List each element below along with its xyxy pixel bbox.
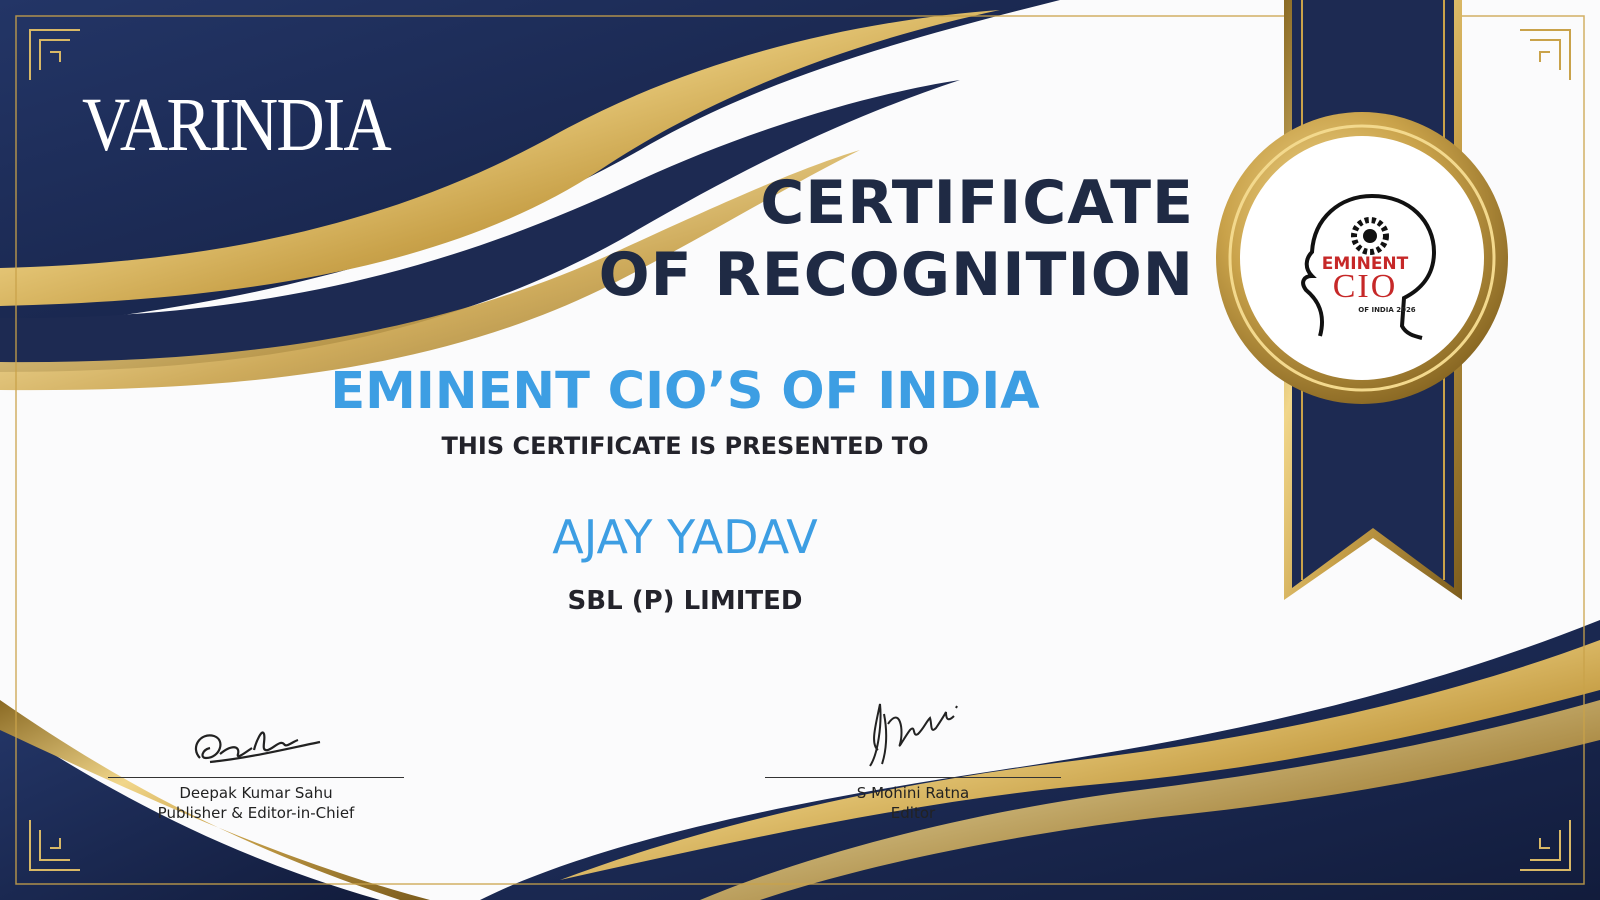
- signatory-role-1: Publisher & Editor-in-Chief: [157, 804, 355, 822]
- signature-deepak-icon: [180, 718, 340, 778]
- signatory-role-2: Editor: [890, 804, 936, 822]
- presented-to-label: THIS CERTIFICATE IS PRESENTED TO: [441, 432, 929, 460]
- seal-word-main: CIO: [1332, 268, 1398, 305]
- signatory-name-2: S Mohini Ratna: [856, 784, 970, 802]
- certificate-title-line1: CERTIFICATE: [760, 168, 1194, 238]
- seal-word-top: EMINENT: [1321, 254, 1409, 274]
- signature-line-2: [765, 777, 1061, 778]
- recipient-name: AJAY YADAV: [552, 510, 818, 564]
- signature-mohini-icon: [860, 694, 980, 774]
- brand-logo: VARINDIA: [82, 83, 390, 167]
- recipient-company: SBL (P) LIMITED: [567, 586, 803, 616]
- signature-line-1: [108, 777, 404, 778]
- award-name: EMINENT CIO’S OF INDIA: [330, 362, 1040, 421]
- signatory-name-1: Deepak Kumar Sahu: [179, 784, 333, 802]
- seal-subtitle: OF INDIA 2026: [1358, 306, 1416, 314]
- certificate-title-line2: OF RECOGNITION: [598, 240, 1194, 310]
